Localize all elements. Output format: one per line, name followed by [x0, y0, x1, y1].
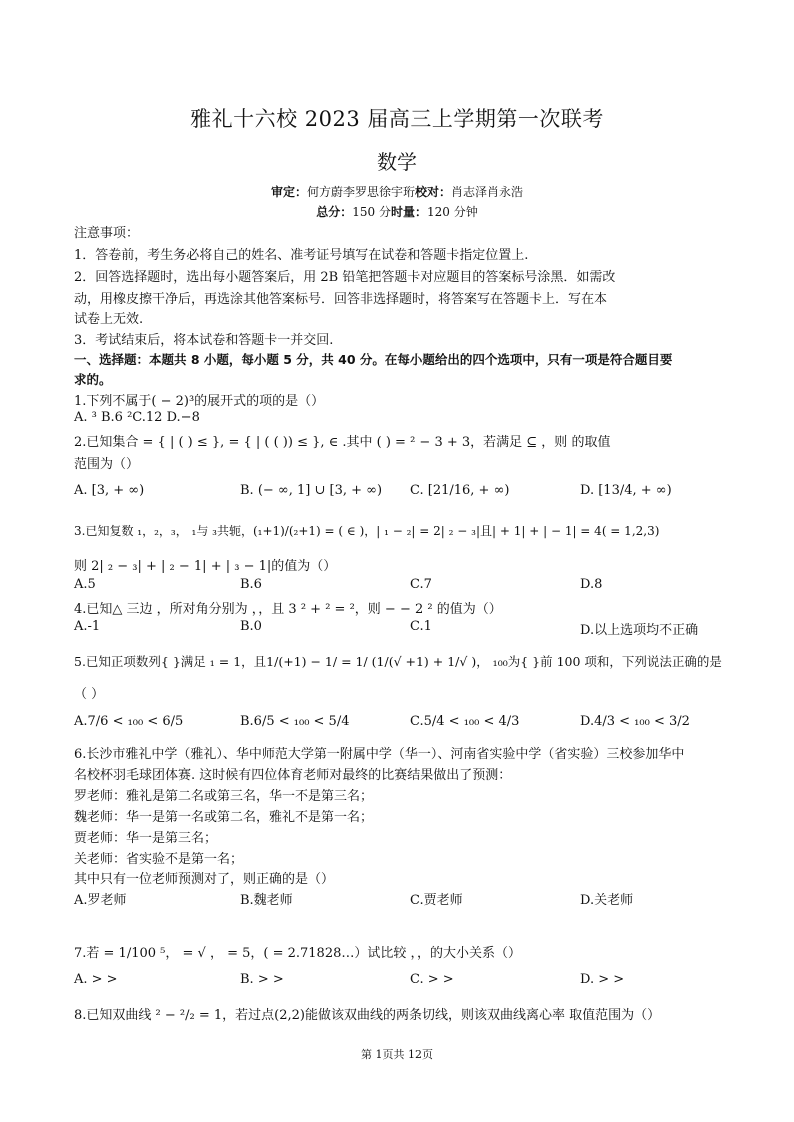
note-line: 3．考试结束后，将本试卷和答题卡一并交回. [74, 333, 334, 348]
score-time-line [0, 203, 794, 220]
question-1-stem: 1.下列不属于( − 2)³的展开式的项的是（） [74, 394, 325, 409]
proofreaders-label: 校对： [415, 185, 452, 199]
question-5-stem-cont: （ ） [74, 687, 105, 702]
option-a: A. [3, + ∞) [74, 483, 145, 498]
question-3-stem-cont: 则 2| ₂ − ₃| + | ₂ − 1| + | ₃ − 1|的值为（） [74, 559, 337, 574]
option-c: C.5/4 < ₁₀₀ < 4/3 [410, 714, 520, 729]
question-3-stem: 3.已知复数 ₁，₂，₃， ₁与 ₃共轭，(₁+1)/(₂+1) = ( ∈ )，| ₁ − ₂| = 2| ₂ − ₃|且| + 1| + | − 1| = 4( = 1,2,3) [74, 524, 660, 538]
question-7-options [74, 972, 734, 990]
option-b: B.6 [240, 577, 262, 592]
question-6-line: 6.长沙市雅礼中学（雅礼）、华中师范大学第一附属中学（华一）、河南省实验中学（省实验）三校参加华中 [74, 747, 685, 762]
section-heading-cont: 求的。 [74, 372, 112, 387]
reviewers-line [0, 183, 794, 200]
question-2-stem-cont: 范围为（） [74, 457, 140, 472]
question-1-options: A. ³ B.6 ²C.12 D.−8 [74, 410, 200, 425]
option-c: C.7 [410, 577, 432, 592]
question-6-line: 贾老师：华一是第三名； [74, 831, 218, 846]
note-line: 动，用橡皮擦干净后，再选涂其他答案标号．回答非选择题时，将答案写在答题卡上．写在本 [74, 292, 608, 307]
option-a: A.-1 [74, 619, 101, 634]
total-label: 总分： [316, 205, 353, 219]
option-a: A.罗老师 [74, 893, 127, 908]
question-2-stem: 2.已知集合 = { | ( ) ≤ }, = { | ( ( )) ≤ }, ∈ .其中 ( ) = ² − 3 + 3，若满足 ⊆ ，则 的取值 [74, 435, 611, 450]
time-limit: 120 分钟 [427, 205, 478, 219]
question-4-options [74, 619, 734, 637]
reviewers-label: 审定： [270, 185, 307, 199]
option-b: B. > > [240, 972, 284, 987]
question-5-stem: 5.已知正项数列{ }满足 ₁ = 1，且1/(+1) − 1/ = 1/ (1/(√ +1) + 1/√ )， ₁₀₀为{ }前 100 项和，下列说法正确的是 [74, 654, 722, 669]
question-4-stem: 4.已知△ 三边 ，所对角分别为 ，，且 3 ² + ² = ²，则 − − 2 ² 的值为（） [74, 602, 502, 617]
reviewers: 何方蔚李罗思徐宇珩 [306, 185, 415, 199]
question-6-line: 罗老师：雅礼是第二名或第三名，华一不是第三名； [74, 789, 374, 804]
question-2-options [74, 483, 734, 501]
time-label: 时量： [391, 205, 428, 219]
option-d: D.4/3 < ₁₀₀ < 3/2 [580, 714, 690, 729]
option-c: C. [21/16, + ∞) [410, 483, 510, 498]
option-a: A.5 [74, 577, 96, 592]
option-c: C.贾老师 [410, 893, 463, 908]
section-heading: 一、选择题：本题共 8 小题，每小题 5 分，共 40 分。在每小题给出的四个选项中，只有一项是符合题目要 [74, 352, 673, 367]
total-score: 150 分 [352, 205, 391, 219]
question-6-line: 关老师：省实验不是第一名； [74, 852, 244, 867]
page-number: 第 1页共 12页 [361, 1048, 433, 1061]
option-b: B.0 [240, 619, 262, 634]
option-a: A. > > [74, 972, 118, 987]
option-b: B.6/5 < ₁₀₀ < 5/4 [240, 714, 350, 729]
question-7-stem: 7.若 = 1/100 ⁵， = √ ， = 5，( = 2.71828…）试比较 ，，的大小关系（） [74, 946, 521, 961]
question-8-stem: 8.已知双曲线 ² − ²/₂ = 1，若过点(2,2)能做该双曲线的两条切线，则该双曲线离心率 取值范围为（） [74, 1008, 661, 1023]
option-b: B. (− ∞, 1] ∪ [3, + ∞) [240, 483, 383, 498]
option-a: A.7/6 < ₁₀₀ < 6/5 [74, 714, 184, 729]
option-c: C.1 [410, 619, 432, 634]
option-d: D. [13/4, + ∞) [580, 483, 672, 498]
option-d: D.8 [580, 577, 603, 592]
note-line: 1．答卷前，考生务必将自己的姓名、准考证号填写在试卷和答题卡指定位置上. [74, 248, 529, 263]
notes-heading: 注意事项： [74, 226, 140, 241]
option-d: D.以上选项均不正确 [580, 623, 699, 638]
exam-title: 雅礼十六校 2023 届高三上学期第一次联考 [190, 107, 604, 131]
proofreaders: 肖志泽肖永浩 [451, 185, 524, 199]
option-c: C. > > [410, 972, 454, 987]
question-6-line: 名校杯羽毛球团体赛. 这时候有四位体育老师对最终的比赛结果做出了预测： [74, 768, 512, 783]
question-5-options [74, 714, 734, 732]
note-line: 2．回答选择题时，选出每小题答案后，用 2B 铅笔把答题卡对应题目的答案标号涂黑．如需改 [74, 270, 616, 285]
option-b: B.魏老师 [240, 893, 293, 908]
option-d: D. > > [580, 972, 625, 987]
question-6-options [74, 889, 734, 907]
question-3-options [74, 577, 734, 595]
exam-subject: 数学 [377, 150, 417, 174]
option-d: D.关老师 [580, 893, 634, 908]
question-6-line: 其中只有一位老师预测对了，则正确的是（） [74, 872, 335, 887]
question-6-line: 魏老师：华一是第一名或第二名，雅礼不是第一名； [74, 810, 374, 825]
note-line: 试卷上无效. [74, 312, 144, 327]
